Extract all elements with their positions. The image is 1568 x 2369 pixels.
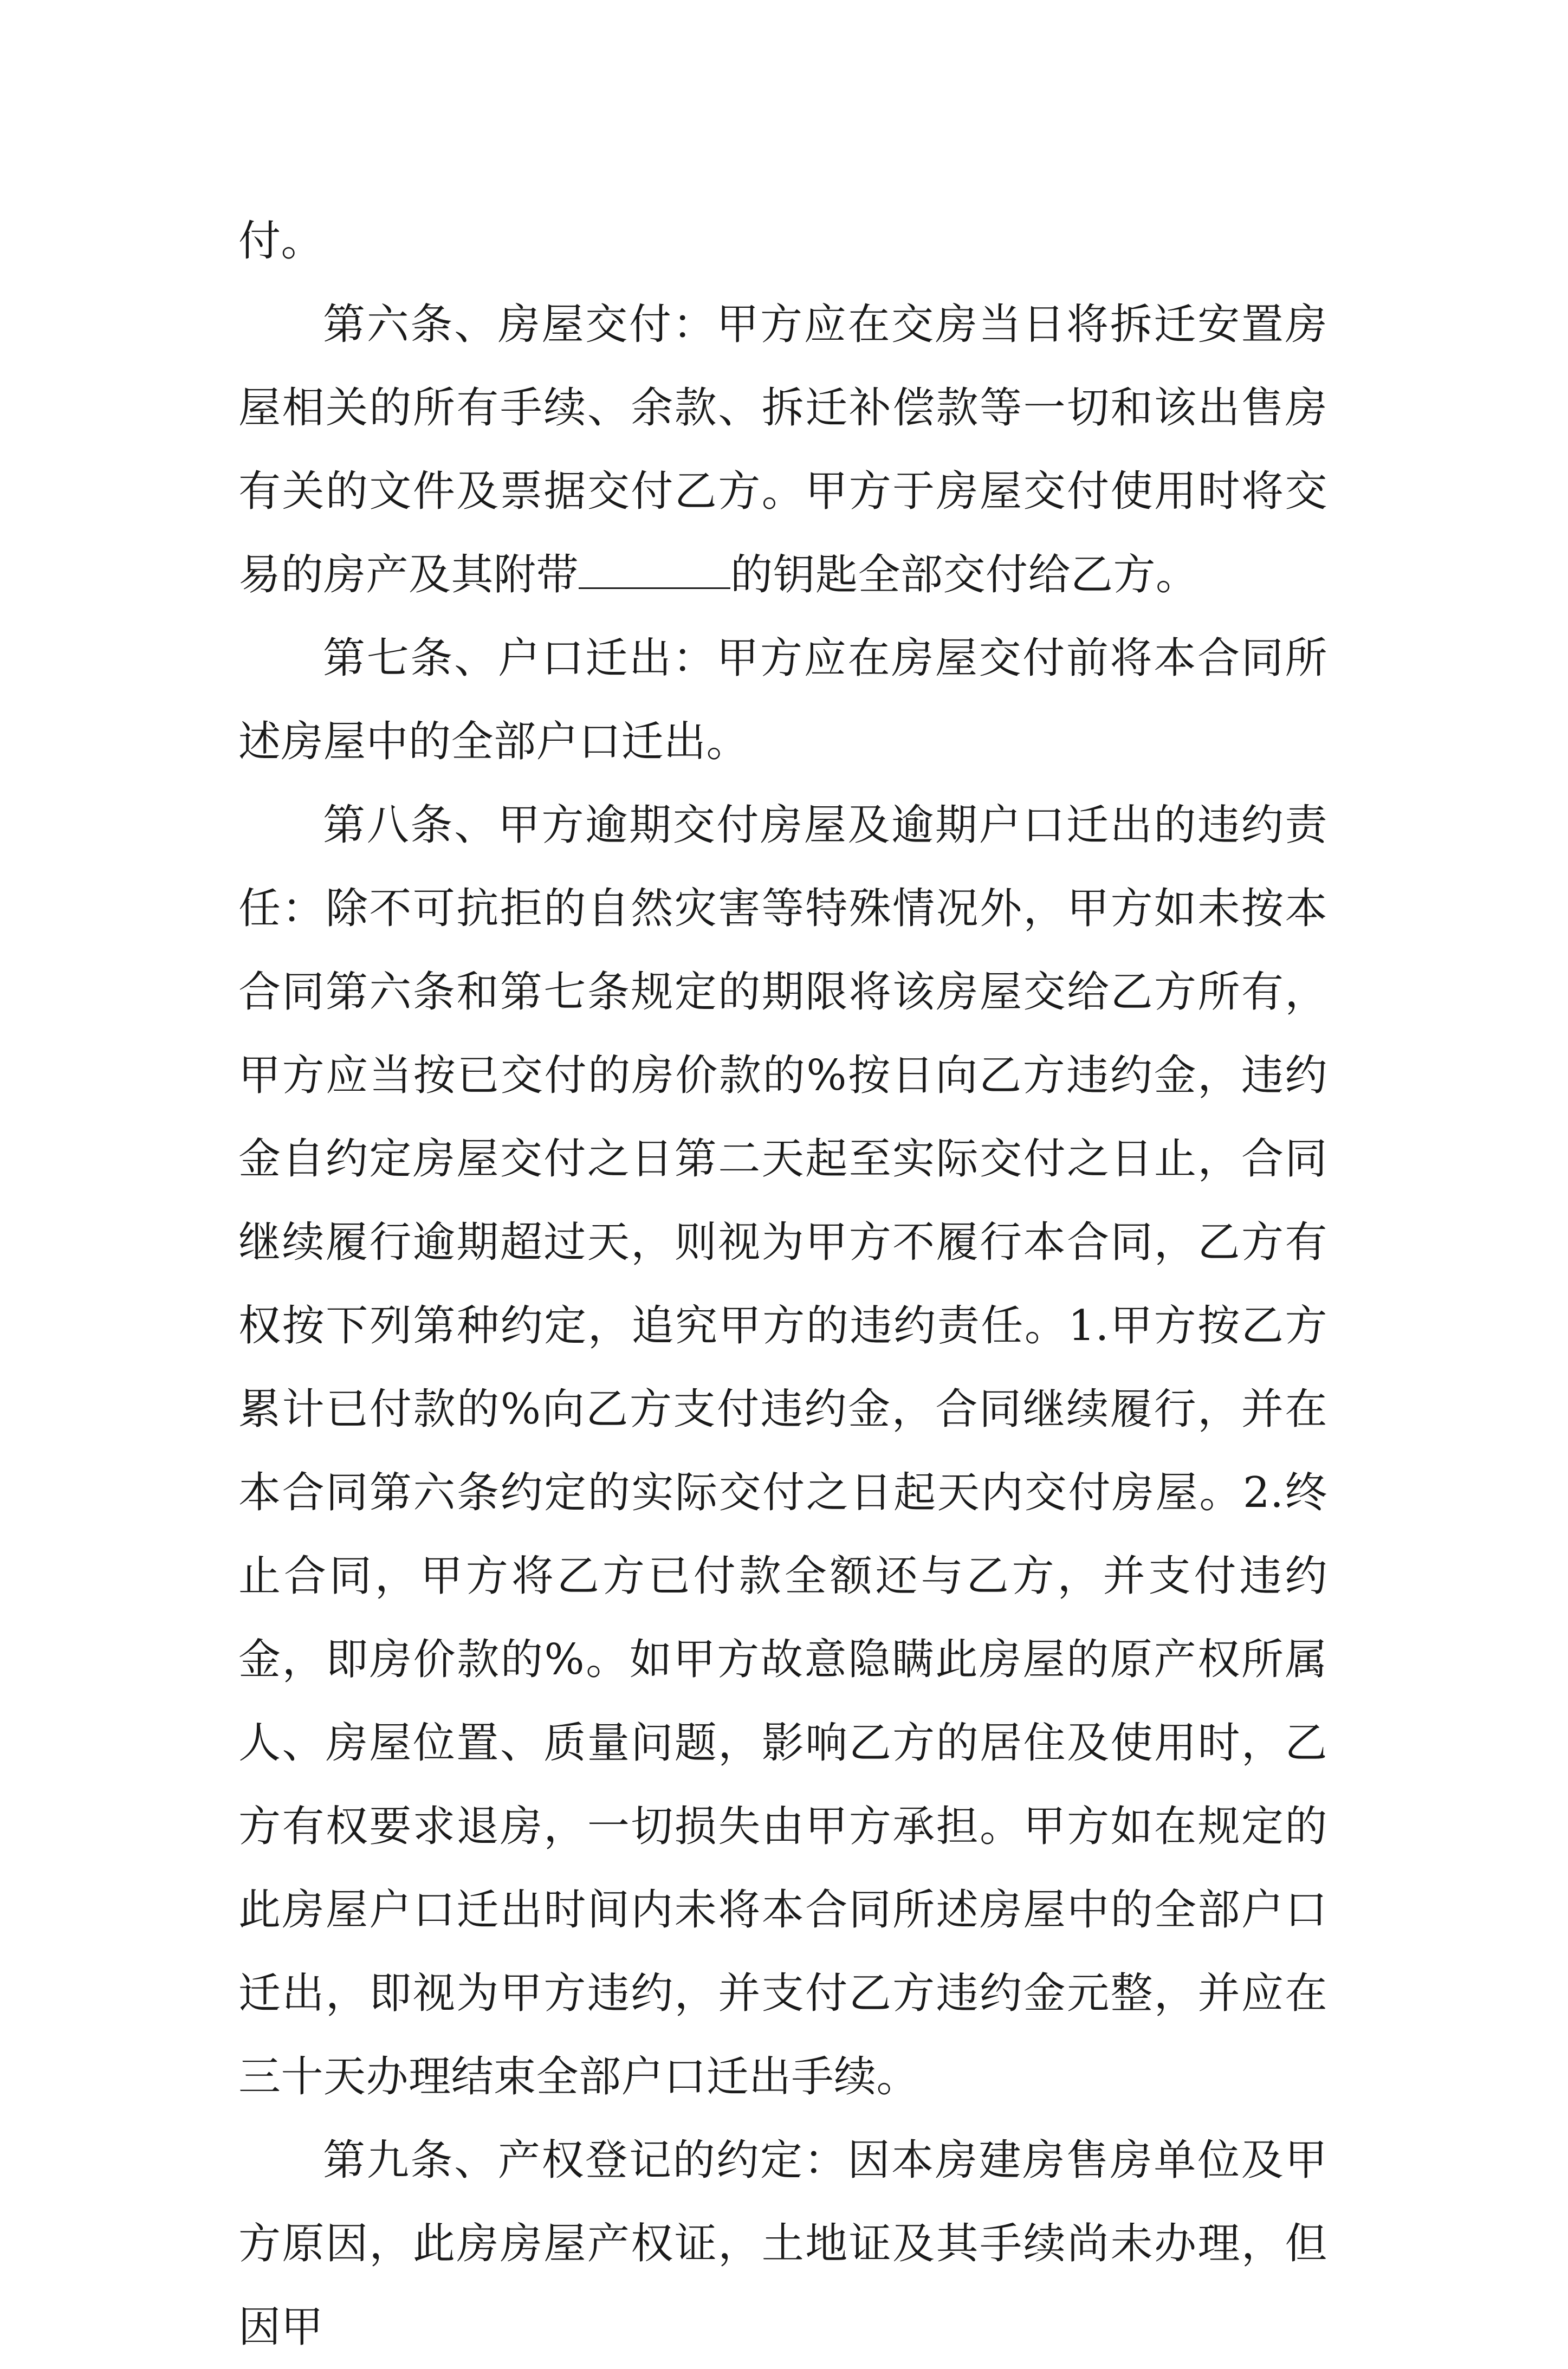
paragraph-text: 付。 [238,217,324,266]
paragraph-text: 的钥匙全部交付给乙方。 [730,551,1198,599]
document-body [238,199,1327,2369]
paragraph-article-8 [238,784,1327,2119]
fill-in-blank [579,545,730,589]
paragraph-text: 第七条、户口迁出：甲方应在房屋交付前将本合同所述房屋中的全部户口迁出。 [238,634,1327,766]
paragraph-text: 第九条、产权登记的约定：因本房建房售房单位及甲方原因，此房房屋产权证，土地证及其手续尚未办理，但因甲 [238,2136,1327,2352]
paragraph-article-6 [238,283,1327,617]
paragraph-article-7 [238,617,1327,784]
paragraph-text: 第六条、房屋交付：甲方应在交房当日将拆迁安置房屋相关的所有手续、余款、拆迁补偿款等一切和该出售房有关的文件及票据交付乙方。甲方于房屋交付使用时将交易的房产及其附带 [238,300,1327,599]
paragraph-text: 第八条、甲方逾期交付房屋及逾期户口迁出的违约责任：除不可抗拒的自然灾害等特殊情况外，甲方如未按本合同第六条和第七条规定的期限将该房屋交给乙方所有，甲方应当按已交付的房价款的%按日向乙方违约金，违约金自约定房屋交付之日第二天起至实际交付之日止，合同继续履行逾期超过天，则视为甲方不履行本合同，乙方有权按下列第种约定，追究甲方的违约责任。1.甲方按乙方累计已付款的%向乙方支付违约金，合同继续履行，并在本合同第六条约定的实际交付之日起天内交付房屋。2.终止合同，甲方将乙方已付款全额还与乙方，并支付违约金，即房价款的%。如甲方故意隐瞒此房屋的原产权所属人、房屋位置、质量问题，影响乙方的居住及使用时，乙方有权要求退房，一切损失由甲方承担。甲方如在规定的此房屋户口迁出时间内未将本合同所述房屋中的全部户口迁出，即视为甲方违约，并支付乙方违约金元整，并应在三十天办理结束全部户口迁出手续。 [238,801,1327,2101]
paragraph-article-9 [238,2119,1327,2369]
paragraph-continuation [238,199,1327,283]
